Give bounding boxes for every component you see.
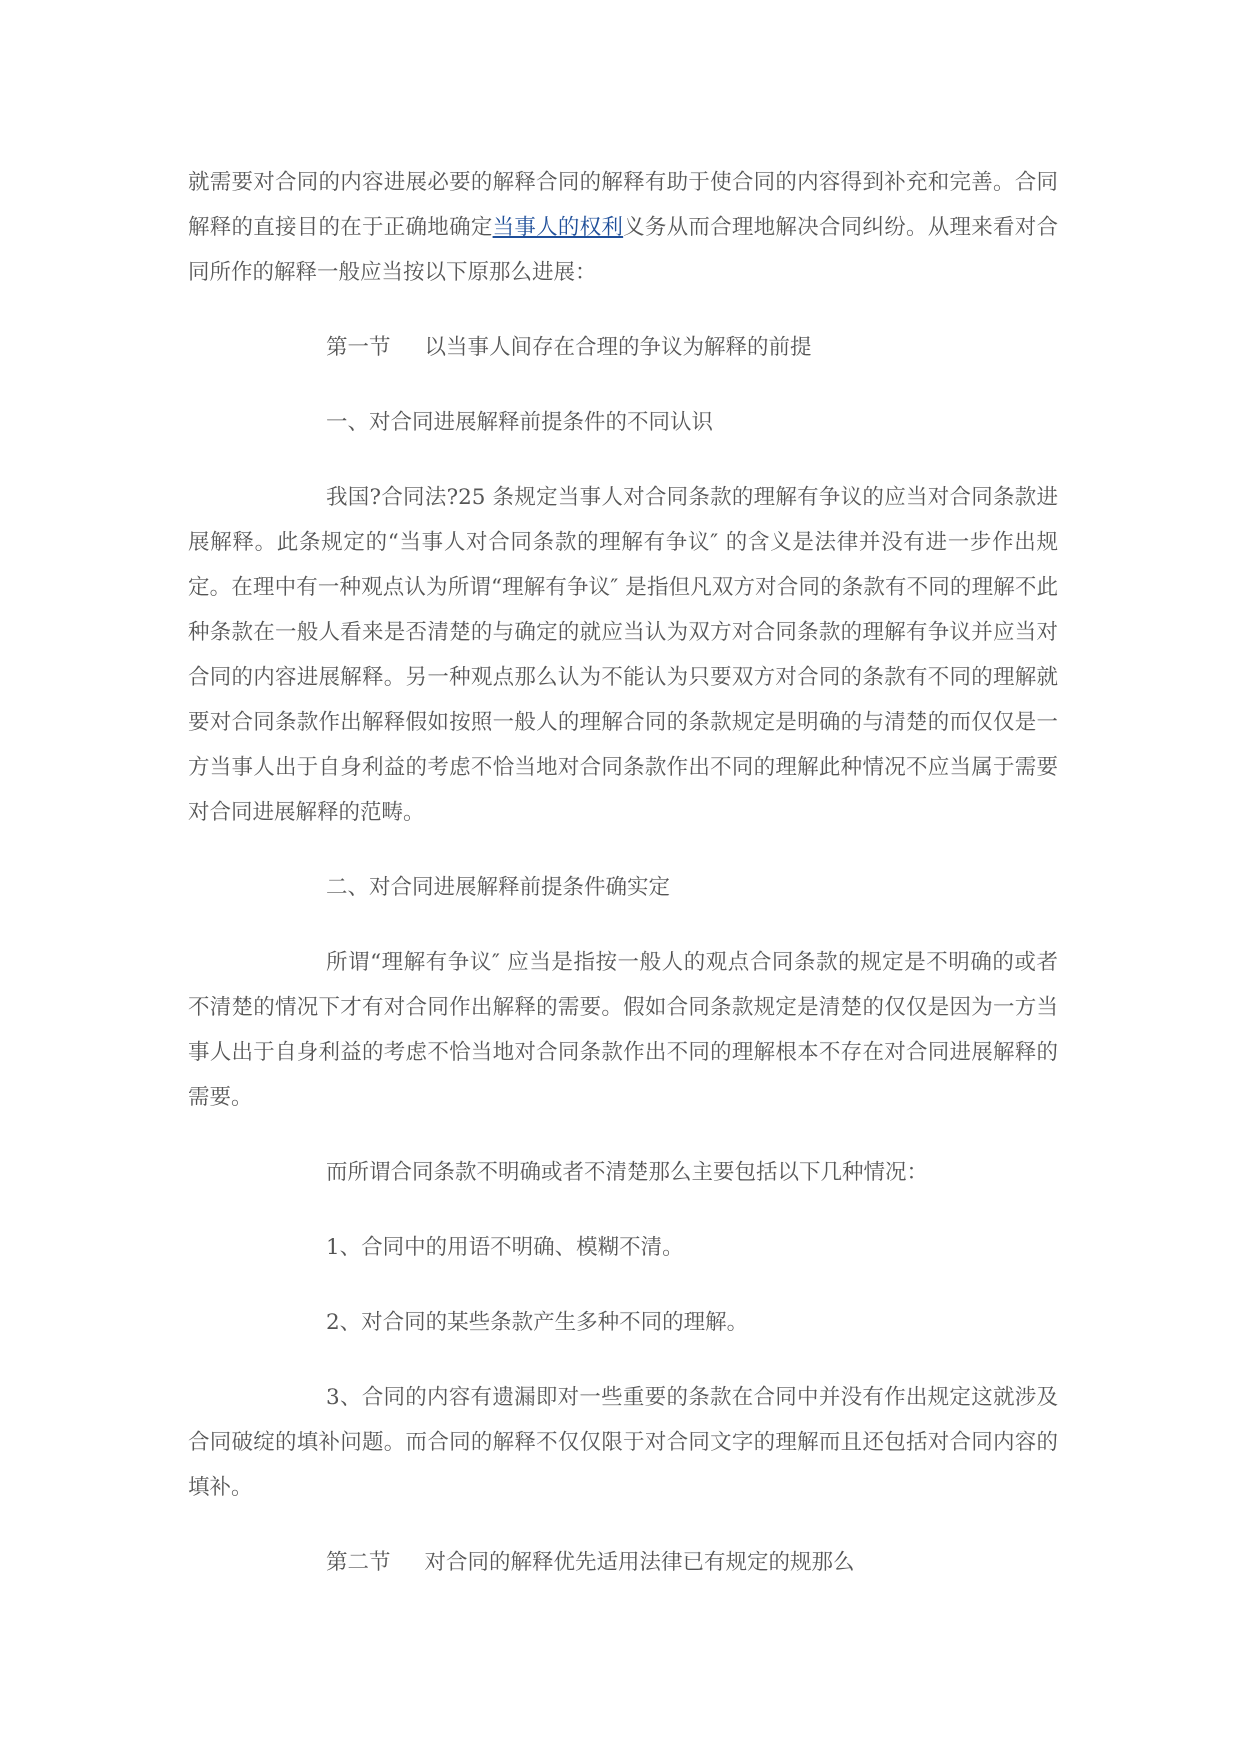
- list-item-2: 2、对合同的某些条款产生多种不同的理解。: [326, 1310, 749, 1335]
- paragraph-dispute-definition: 所谓“理解有争议″ 应当是指按一般人的观点合同条款的规定是不明确的或者不清楚的情况下才有对合同作出解释的需要。假如合同条款规定是清楚的仅仅是因为一方当事人出于自身利益的考虑不恰当地对合同条款作出不同的理解根本不存在对合同进展解释的需要。: [188, 950, 1058, 1110]
- section-2-heading: [188, 1540, 1058, 1585]
- rights-link[interactable]: 当事人的权利: [492, 215, 624, 240]
- list-item-3: 3、合同的内容有遗漏即对一些重要的条款在合同中并没有作出规定这就涉及合同破绽的填补问题。而合同的解释不仅仅限于对合同文字的理解而且还包括对合同内容的填补。: [188, 1385, 1058, 1500]
- paragraph-interpretation-views: 我国?合同法?25 条规定当事人对合同条款的理解有争议的应当对合同条款进展解释。此条规定的“当事人对合同条款的理解有争议″ 的含义是法律并没有进一步作出规定。在理中有一种观点认为所谓“理解有争议″ 是指但凡双方对合同的条款有不同的理解不此种条款在一般人看来是否清楚的与确定的就应当认为双方对合同条款的理解有争议并应当对合同的内容进展解释。另一种观点那么认为不能认为只要双方对合同的条款有不同的理解就要对合同条款作出解释假如按照一般人的理解合同的条款规定是明确的与清楚的而仅仅是一方当事人出于自身利益的考虑不恰当地对合同条款作出不同的理解此种情况不应当属于需要对合同进展解释的范畴。: [188, 485, 1058, 825]
- section-1-heading: [188, 325, 1058, 370]
- paragraph-unclear-clauses: 而所谓合同条款不明确或者不清楚那么主要包括以下几种情况：: [326, 1160, 929, 1185]
- section-1-number: 第一节: [326, 335, 391, 360]
- section-2-number: 第二节: [326, 1550, 391, 1575]
- document-page: [188, 160, 1058, 1585]
- section-2-title: 对合同的解释优先适用法律已有规定的规那么: [424, 1550, 855, 1575]
- list-item-1: 1、合同中的用语不明确、模糊不清。: [326, 1235, 684, 1260]
- subheading-2: 二、对合同进展解释前提条件确实定: [326, 875, 671, 900]
- paragraph-intro: [188, 160, 1058, 295]
- paragraph-intro-text-after: 义务从而合理地解决合同纠纷。从理来看对合同所作的解释一般应当按以下原那么进展：: [188, 215, 1058, 285]
- section-1-title: 以当事人间存在合理的争议为解释的前提: [424, 335, 812, 360]
- subheading-1: 一、对合同进展解释前提条件的不同认识: [326, 410, 714, 435]
- paragraph-intro-text-before: 就需要对合同的内容进展必要的解释合同的解释有助于使合同的内容得到补充和完善。合同解释的直接目的在于正确地确定: [188, 170, 1058, 240]
